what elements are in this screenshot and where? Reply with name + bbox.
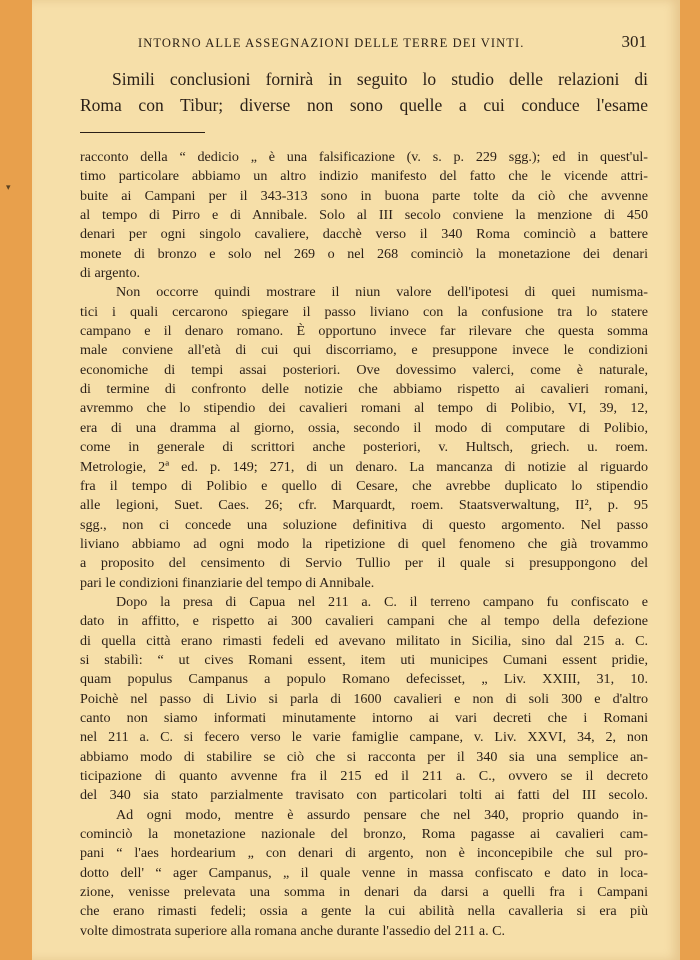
footnote-line: nel 211 a. C. si fecero verso le varie famiglie campane, v. Liv. XXVI, 34, 2, non (80, 729, 648, 746)
footnote-line: dato in affitto, e rispetto ai 300 cavalieri campani che al tempo della defezione (80, 613, 648, 630)
footnote-line: liviano abbiamo ad ogni modo la ripetizione di quel fenomeno che già trovammo (80, 535, 648, 552)
footnote-line: denari per ogni singolo cavaliere, dacchè verso il 340 Roma cominciò a battere (80, 226, 648, 243)
footnote-line: quam populus Campanus a populo Romano defecisset, „ Liv. XXIII, 31, 10. (80, 671, 648, 688)
footnote-line: Non occorre quindi mostrare il niun valore dell'ipotesi di quei numisma- (116, 284, 648, 301)
footnote-line: cominciò la monetazione nazionale del bronzo, Roma pagasse ai cavalieri cam- (80, 826, 648, 843)
footnote-line: del 340 sia stato parzialmente travisato con particolari tolti ai fatti del III secolo. (80, 787, 648, 804)
footnote-line: che erano rimasti fedeli; ossia a gente la cui abilità nella cavalleria si era più (80, 903, 648, 920)
footnote-line: buite ai Campani per il 343-313 sono in buona parte tolte da ciò che avvenne (80, 187, 648, 204)
footnote-separator (80, 132, 205, 133)
footnote-line: avremmo che lo stipendio dei cavalieri romani al tempo di Polibio, VI, 39, 12, (80, 400, 648, 417)
running-title: INTORNO ALLE ASSEGNAZIONI DELLE TERRE DEI VINTI. (138, 36, 525, 50)
footnote-line: di termine di confronto delle notizie che abbiamo rispetto ai cavalieri romani, (80, 381, 648, 398)
footnote-line: Metrologie, 2ª ed. p. 149; 271, di un denaro. La mancanza di notizie al riguardo (80, 458, 648, 475)
footnote-line: Poichè nel passo di Livio si parla di 1600 cavalieri e non di soli 300 e d'altro (80, 690, 648, 707)
footnote-line: come in generale di scrittori anche posteriori, v. Hultsch, griech. u. roem. (80, 439, 648, 456)
footnote-line: fra il tempo di Polibio e quello di Cesare, che avrebbe duplicato lo stipendio (80, 477, 648, 494)
main-text-line: Simili conclusioni fornirà in seguito lo studio delle relazioni di (112, 69, 648, 89)
page-number: 301 (621, 32, 647, 51)
footnote-line: si stabilì: “ ut cives Romani essent, item uti municipes Cumani essent pridie, (80, 651, 648, 668)
footnote-line: dotto dell' “ ager Campanus, „ il quale venne in massa confiscato e dato in loca- (80, 864, 648, 881)
footnote-line: monete di bronzo e solo nel 269 o nel 268 cominciò la monetazione dei denari (80, 245, 648, 262)
footnote-line: canto non siamo informati minutamente intorno ai vari decreti che i Romani (80, 709, 648, 726)
footnote-line: Ad ogni modo, mentre è assurdo pensare che nel 340, proprio quando in- (116, 806, 648, 823)
footnote-line: male conviene all'età di cui qui discorriamo, e presuppone invece le condizioni (80, 342, 648, 359)
book-page (32, 0, 680, 960)
footnote-line: tici i quali cercarono spiegare il passo liviano con la confusione tra lo statere (80, 303, 648, 320)
footnote-line: di quella città erano rimasti fedeli ed avevano militato in Sicilia, sino dal 215 a. C. (80, 632, 648, 649)
footnote-line: alle legioni, Suet. Caes. 26; cfr. Marquardt, roem. Staatsverwaltung, II², p. 95 (80, 497, 648, 514)
footnote-line: a proposito del censimento di Servio Tullio per il quale si presuppongono del (80, 555, 648, 572)
main-text-line: Roma con Tibur; diverse non sono quelle a cui conduce l'esame (80, 95, 648, 115)
footnote-line: zione, venisse prelevata una somma in denari da darsi a quelli fra i Campani (80, 884, 648, 901)
footnote-line: Dopo la presa di Capua nel 211 a. C. il terreno campano fu confiscato e (116, 593, 648, 610)
footnote (80, 148, 648, 941)
margin-mark-icon: ▾ (6, 183, 11, 193)
page-header (82, 34, 647, 56)
footnote-line: racconto della “ dedicio „ è una falsificazione (v. s. p. 229 sgg.); ed in quest'ul- (80, 149, 648, 165)
footnote-line: al tempo di Pirro e di Annibale. Solo al III secolo conviene la menzione di 450 (80, 207, 648, 224)
footnote-line: volte dimostrata superiore alla romana anche durante l'assedio del 211 a. C. (80, 922, 506, 939)
footnote-line: ticipazione di quanto avvenne fra il 215 ed il 211 a. C., ovvero se il decreto (80, 768, 648, 784)
footnote-line: sgg., non ci concede una soluzione definitiva di questo argomento. Nel passo (80, 516, 648, 533)
footnote-line: di argento. (80, 265, 141, 282)
footnote-line: era di una dramma al giorno, ossia, secondo il modo di computare di Polibio, (80, 419, 648, 436)
footnote-line: pari le condizioni finanziarie del tempo di Annibale. (80, 574, 375, 591)
footnote-line: campano e il denaro romano. È opportuno invece far rilevare che questa somma (80, 323, 648, 340)
footnote-line: pani “ l'aes hordearium „ con denari di argento, non è inconcepibile che sul pro- (80, 845, 648, 862)
footnote-line: timo particolare abbiamo un altro indizio manifesto del fatto che le vicende attri- (80, 168, 648, 185)
main-text (80, 66, 648, 118)
footnote-line: abbiamo modo di stabilire se ciò che si racconta per il 340 sia una semplice an- (80, 748, 648, 765)
footnote-line: economiche di tempi assai posteriori. Ove dovessimo valerci, come è naturale, (80, 361, 648, 378)
